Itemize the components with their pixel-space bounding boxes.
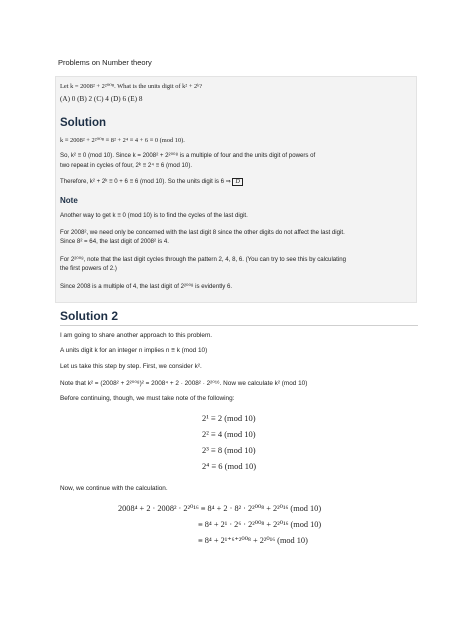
power-congruence-4: 2⁴ ≡ 6 (mod 10) <box>202 461 257 471</box>
solution-2-paragraph-6: Now, we continue with the calculation. <box>60 485 168 492</box>
calculation-step-1: 2008⁴ + 2 · 2008² · 2²⁰¹⁶ ≡ 8⁴ + 2 · 8² · 2²⁰⁰⁸ + 2²⁰¹⁶ (mod 10) <box>118 504 322 513</box>
power-congruence-1: 2¹ ≡ 2 (mod 10) <box>202 413 256 423</box>
answer-box: D <box>232 178 242 186</box>
problem-choices: (A) 0 (B) 2 (C) 4 (D) 6 (E) 8 <box>60 95 143 103</box>
power-congruence-3: 2³ ≡ 8 (mod 10) <box>202 445 256 455</box>
note-line-5: the first powers of 2.) <box>60 265 117 272</box>
power-congruence-2: 2² ≡ 4 (mod 10) <box>202 429 256 439</box>
note-heading: Note <box>60 196 78 205</box>
note-line-2: For 2008², we need only be concerned with the last digit 8 since the other digits do not affect the last digit. <box>60 229 345 236</box>
solution-line-2: So, k² ≡ 0 (mod 10). Since k = 2008² + 2²⁰⁰⁸ is a multiple of four and the units digit of powers of <box>60 152 316 159</box>
calculation-step-3: ≡ 8⁴ + 2¹⁺⁶⁺²⁰⁰⁸ + 2²⁰¹⁶ (mod 10) <box>198 536 308 545</box>
solution-2-paragraph-4: Note that k² = (2008² + 2²⁰⁰⁸)² = 2008⁴ + 2 · 2008² · 2²⁰¹⁶. Now we calculate k² (mod 10) <box>60 380 308 387</box>
note-line-1: Another way to get k ≡ 0 (mod 10) is to find the cycles of the last digit. <box>60 212 248 219</box>
page-title: Problems on Number theory <box>58 58 152 67</box>
solution-2-paragraph-1: I am going to share another approach to this problem. <box>60 332 213 339</box>
solution-2-heading: Solution 2 <box>60 309 118 323</box>
problem-question: Let k = 2008² + 2²⁰⁰⁸. What is the units digit of k² + 2ᵏ? <box>60 83 203 90</box>
note-line-4: For 2²⁰⁰⁸, note that the last digit cycles through the pattern 2, 4, 8, 6. (You can try to see this by calculating <box>60 256 347 263</box>
solution-line-1: k ≡ 2008² + 2²⁰⁰⁸ ≡ 8² + 2⁴ ≡ 4 + 6 ≡ 0 (mod 10). <box>60 137 185 144</box>
solution-2-paragraph-2: A units digit k for an integer n implies n ≡ k (mod 10) <box>60 347 208 354</box>
calculation-step-2: ≡ 8⁴ + 2¹ · 2⁶ · 2²⁰⁰⁸ + 2²⁰¹⁶ (mod 10) <box>198 520 322 529</box>
note-line-3: Since 8² = 64, the last digit of 2008² is 4. <box>60 238 169 245</box>
solution-line-4: Therefore, k² + 2ᵏ ≡ 0 + 6 ≡ 6 (mod 10). So the units digit is 6 ⇒ D <box>60 178 243 186</box>
solution-2-paragraph-5: Before continuing, though, we must take note of the following: <box>60 395 235 402</box>
note-line-6: Since 2008 is a multiple of 4, the last digit of 2²⁰⁰⁸ is evidently 6. <box>60 283 233 290</box>
solution-line-3: two repeat in cycles of four, 2ᵏ ≡ 2⁴ ≡ 6 (mod 10). <box>60 162 193 169</box>
solution-heading: Solution <box>60 117 106 129</box>
solution-2-paragraph-3: Let us take this step by step. First, we consider k². <box>60 363 202 370</box>
section-divider <box>60 325 418 326</box>
